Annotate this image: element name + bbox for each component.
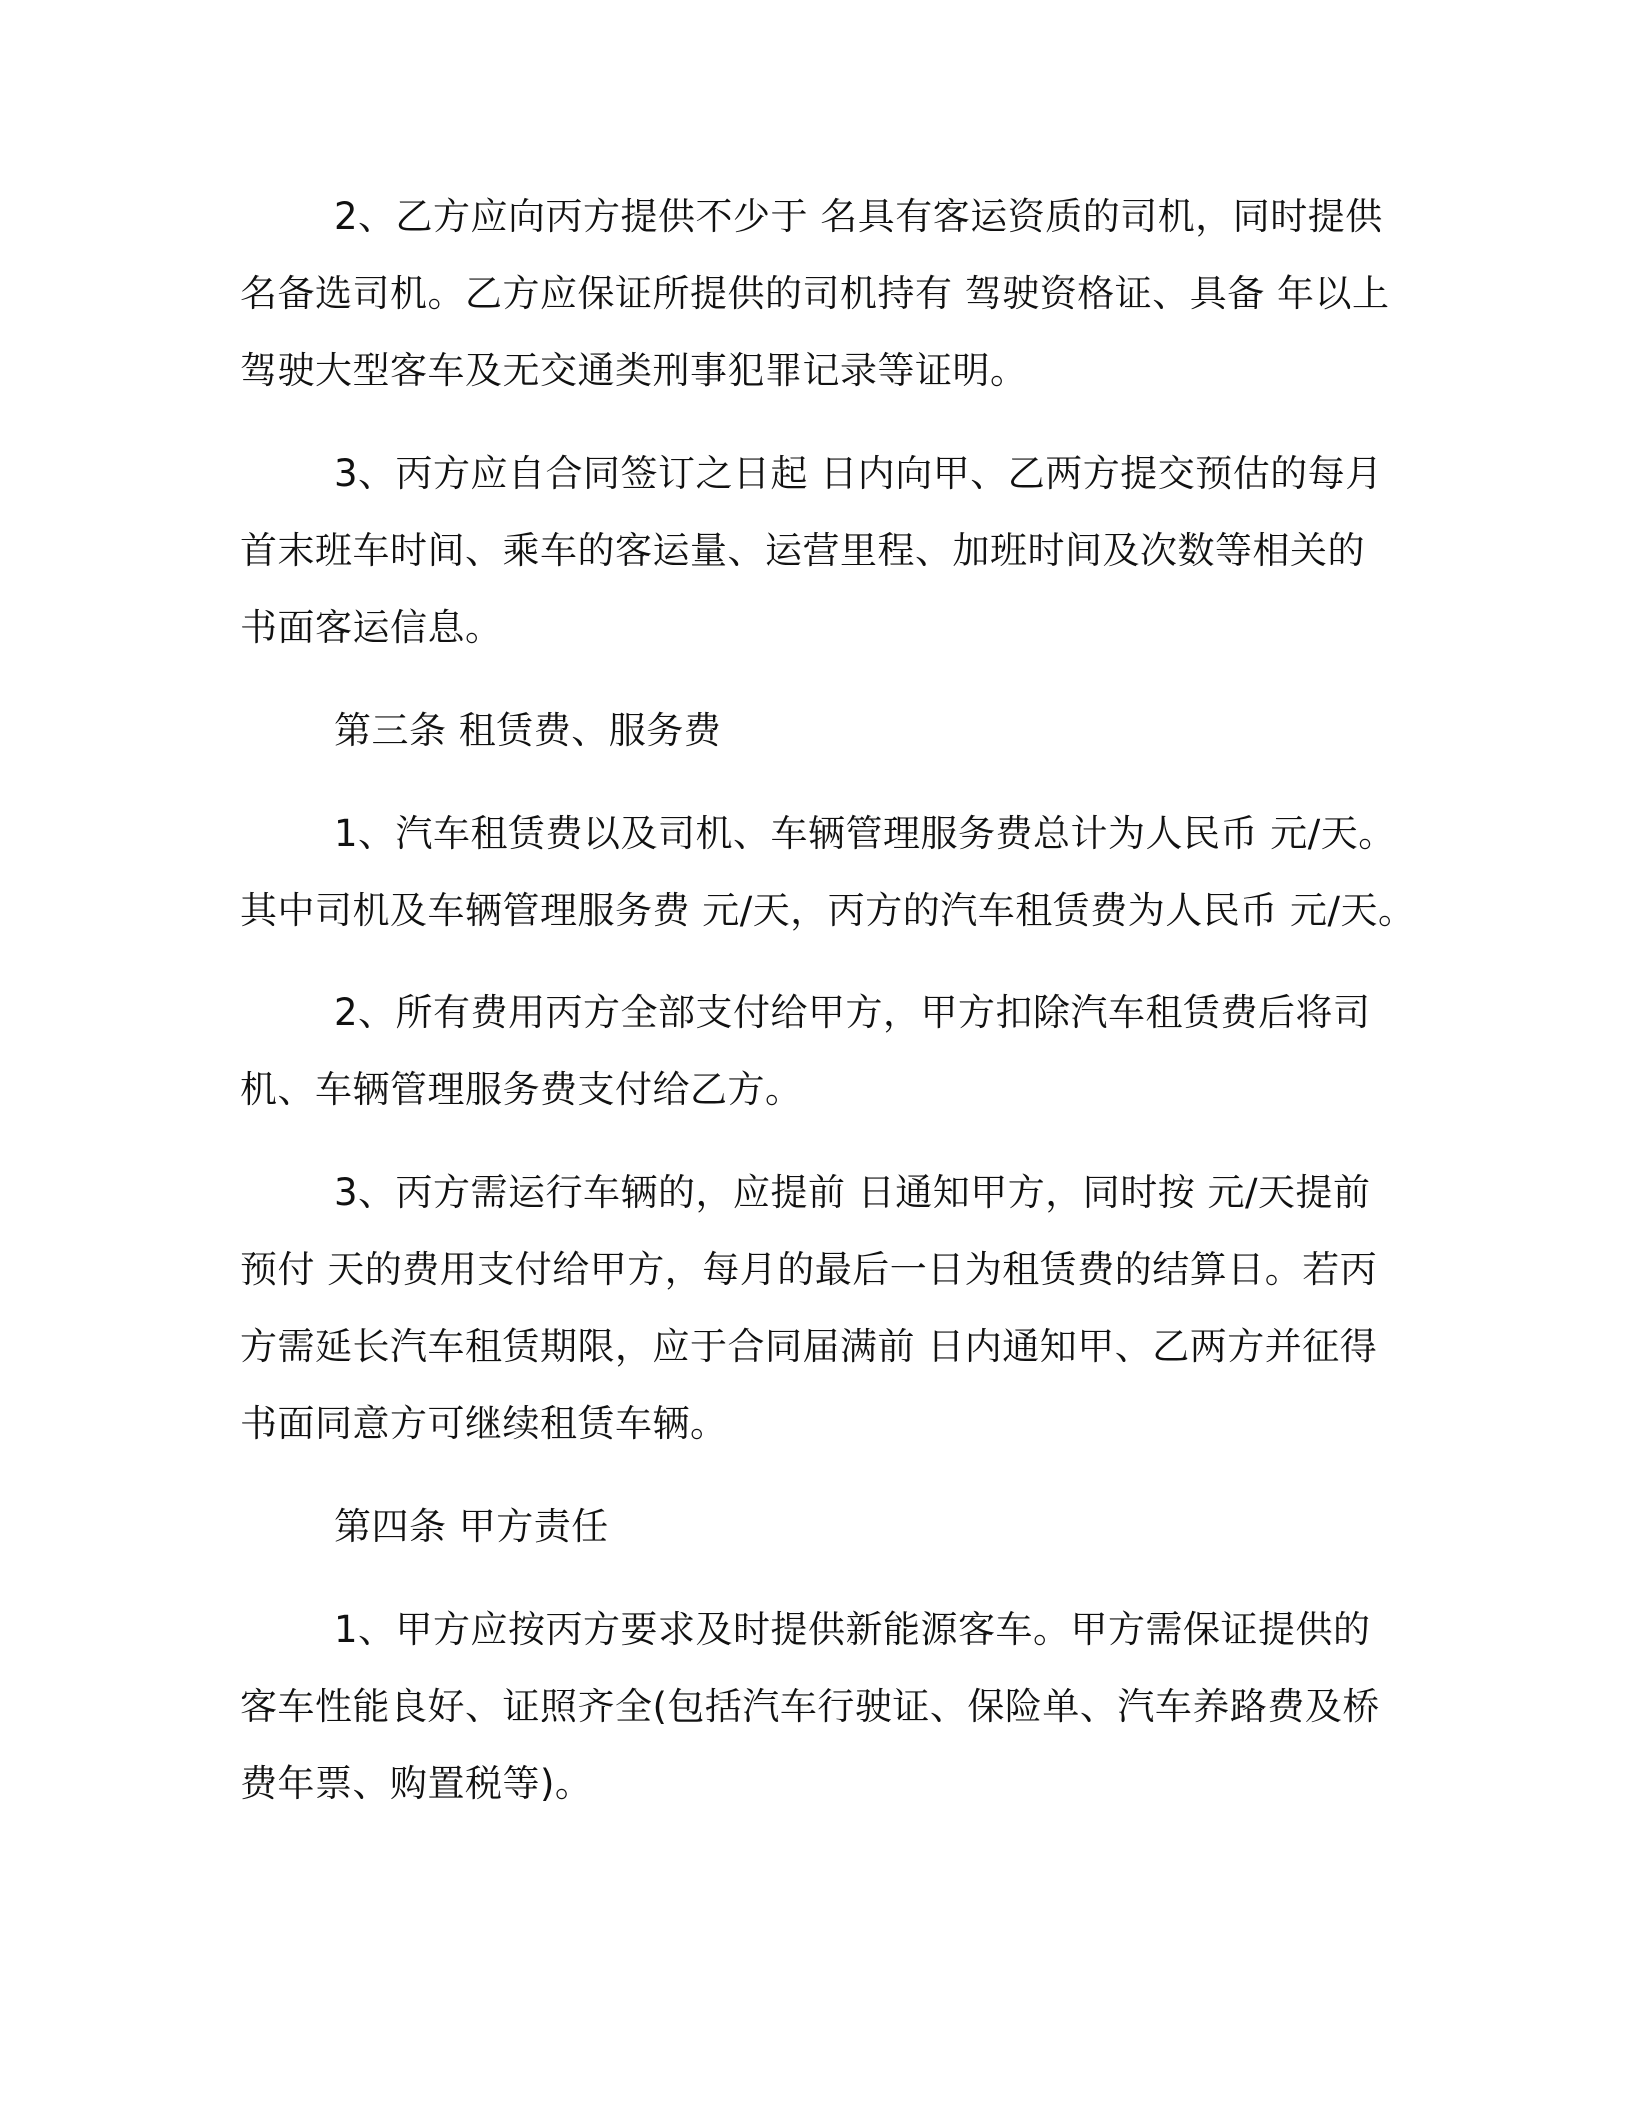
article-heading: 第四条 甲方责任 (334, 1505, 609, 1548)
article-heading: 第三条 租赁费、服务费 (334, 709, 722, 752)
text-line: 方需延长汽车租赁期限，应于合同届满前 日内通知甲、乙两方并征得 (240, 1325, 1378, 1368)
text-line: 驾驶大型客车及无交通类刑事犯罪记录等证明。 (240, 349, 1028, 392)
text-line: 预付 天的费用支付给甲方，每月的最后一日为租赁费的结算日。若丙 (240, 1248, 1378, 1291)
text-line: 书面同意方可继续租赁车辆。 (240, 1402, 728, 1445)
text-line: 3、丙方应自合同签订之日起 日内向甲、乙两方提交预估的每月 (334, 452, 1383, 495)
text-line: 1、甲方应按丙方要求及时提供新能源客车。甲方需保证提供的 (334, 1608, 1371, 1651)
text-line: 客车性能良好、证照齐全(包括汽车行驶证、保险单、汽车养路费及桥 (240, 1685, 1380, 1728)
text-line: 名备选司机。乙方应保证所提供的司机持有 驾驶资格证、具备 年以上 (240, 272, 1390, 315)
text-line: 2、所有费用丙方全部支付给甲方，甲方扣除汽车租赁费后将司 (334, 991, 1371, 1034)
text-line: 2、乙方应向丙方提供不少于 名具有客运资质的司机，同时提供 (334, 195, 1383, 238)
text-line: 1、汽车租赁费以及司机、车辆管理服务费总计为人民币 元/天。 (334, 812, 1396, 855)
text-line: 3、丙方需运行车辆的，应提前 日通知甲方，同时按 元/天提前 (334, 1171, 1371, 1214)
text-line: 费年票、购置税等)。 (240, 1762, 593, 1805)
text-line: 书面客运信息。 (240, 606, 503, 649)
text-line: 其中司机及车辆管理服务费 元/天，丙方的汽车租赁费为人民币 元/天。 (240, 889, 1416, 932)
text-line: 机、车辆管理服务费支付给乙方。 (240, 1068, 803, 1111)
text-line: 首末班车时间、乘车的客运量、运营里程、加班时间及次数等相关的 (240, 529, 1365, 572)
